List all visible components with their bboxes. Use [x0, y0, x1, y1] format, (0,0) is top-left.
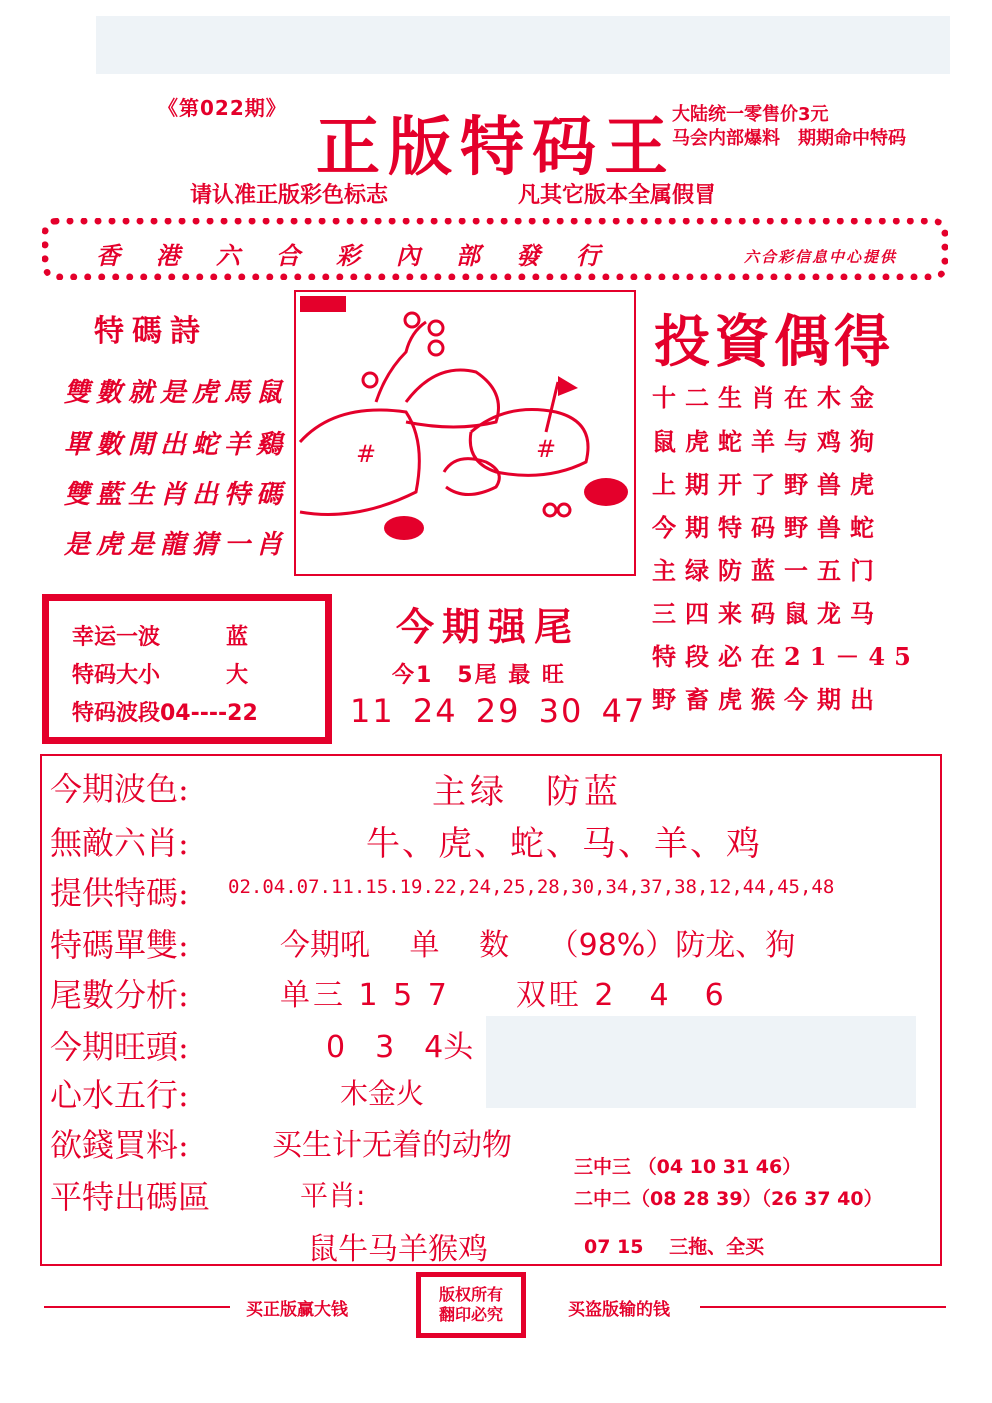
row-label: 今期旺頭: [50, 1028, 189, 1066]
invest-line: 上期开了野兽虎 [652, 470, 883, 499]
row-value: 牛、虎、蛇、马、羊、鸡 [366, 824, 762, 864]
luck-label: 幸运一波 [72, 625, 161, 650]
poem-line: 是虎是龍猜一肖 [64, 530, 289, 560]
invest-line: 鼠虎蛇羊与鸡狗 [652, 427, 883, 456]
copyright-line: 版权所有 [438, 1285, 503, 1304]
copyright-line: 翻印必究 [438, 1305, 503, 1324]
row-label: 今期波色: [50, 770, 189, 808]
luck-value: 大 [226, 663, 249, 688]
price-line: 大陆统一零售价3元 [672, 104, 829, 125]
poem-line: 雙數就是虎馬鼠 [64, 378, 289, 408]
row-label: 欲錢買料: [50, 1126, 189, 1164]
page-title: 正版特码王 [316, 110, 676, 185]
invest-line: 十二生肖在木金 [652, 383, 883, 412]
illustration-drawing [296, 292, 634, 574]
copyright-box [416, 1272, 526, 1338]
issuer-banner: 香港六合彩內部發行 [96, 241, 636, 270]
stamp-mark [300, 296, 346, 312]
poem-title: 特碼詩 [94, 314, 208, 349]
tagline: 马会内部爆料 期期命中特码 [672, 128, 906, 149]
provider-text: 六合彩信息中心提供 [744, 248, 898, 266]
ping-zodiac: 鼠牛马羊猴鸡 [308, 1232, 488, 1267]
strong-tail-title: 今期强尾 [396, 604, 581, 649]
row-value: 单三 1 5 7 双旺 2 4 6 [280, 978, 727, 1013]
invest-line: 主绿防蓝一五门 [652, 556, 883, 585]
row-label: 無敵六肖: [50, 824, 189, 862]
row-value: 0 3 4头 [326, 1030, 474, 1065]
row-value: 今期吼 单 数 （98%）防龙、狗 [280, 928, 796, 963]
notice-left: 请认准正版彩色标志 [190, 183, 389, 208]
strong-tail-subtitle: 今1 5尾 最 旺 [392, 663, 566, 688]
footer-right-text: 买盗版输的钱 [568, 1300, 670, 1320]
svg-text:#: # [536, 435, 557, 463]
poem-line: 單數閒出蛇羊鷄 [64, 430, 289, 460]
footer-line-right [700, 1306, 946, 1308]
svg-text:#: # [356, 440, 377, 468]
row-value: 木金火 [340, 1077, 425, 1110]
footer-line-left [44, 1306, 230, 1308]
invest-line: 特段必在21－45 [652, 642, 920, 671]
row-value: 02.04.07.11.15.19.22,24,25,28,30,34,37,38,12,44,45,48 [228, 876, 835, 898]
luck-value: 蓝 [226, 625, 249, 650]
row-label: 平特出碼區 [50, 1178, 211, 1216]
er-zhong-er: 二中二（08 28 39）（26 37 40） [574, 1188, 883, 1210]
invest-line: 野畜虎猴今期出 [652, 685, 883, 714]
row-value: 平肖: [300, 1179, 366, 1212]
tuo-numbers: 07 15 三拖、全买 [584, 1236, 765, 1258]
riddle-illustration [294, 290, 636, 576]
poem-line: 雙藍生肖出特碼 [64, 480, 289, 510]
gray-patch [486, 1016, 916, 1108]
row-label: 提供特碼: [50, 874, 189, 912]
footer-left-text: 买正版赢大钱 [246, 1300, 348, 1320]
san-zhong-san: 三中三 （04 10 31 46） [574, 1156, 802, 1178]
luck-label: 特码波段04----22 [72, 701, 258, 726]
invest-title: 投資偶得 [654, 309, 894, 375]
luck-label: 特码大小 [72, 663, 161, 688]
strong-tail-numbers: 11 24 29 30 47 [350, 692, 647, 730]
invest-line: 三四来码鼠龙马 [652, 599, 883, 628]
row-label: 特碼單雙: [50, 926, 189, 964]
row-label: 尾數分析: [50, 976, 189, 1014]
row-value: 买生计无着的动物 [272, 1128, 512, 1163]
notice-right: 凡其它版本全属假冒 [518, 183, 717, 208]
issue-number: 《第022期》 [158, 96, 287, 120]
row-value: 主绿 防蓝 [432, 772, 622, 812]
invest-line: 今期特码野兽蛇 [652, 513, 883, 542]
row-label: 心水五行: [50, 1076, 189, 1114]
top-gray-band [96, 16, 950, 74]
